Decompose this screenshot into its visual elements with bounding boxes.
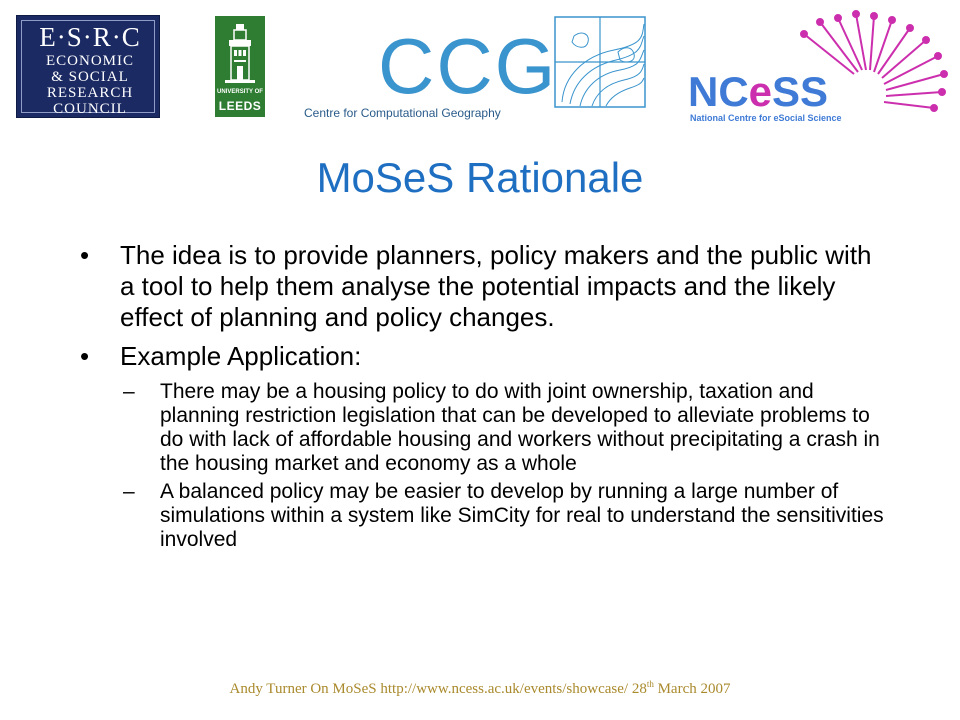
bullet-mark: • bbox=[80, 240, 90, 270]
footer-superscript: th bbox=[646, 679, 654, 689]
leeds-logo bbox=[215, 16, 265, 117]
ncess-logo bbox=[680, 10, 950, 130]
sub-bullet-mark: – bbox=[123, 480, 135, 503]
bullet-item bbox=[80, 341, 880, 372]
slide-title: MoSeS Rationale bbox=[316, 154, 644, 201]
ncess-logo-e: e bbox=[748, 68, 773, 115]
leeds-logo-name: LEEDS bbox=[218, 99, 262, 113]
esrc-logo-line: ECONOMIC bbox=[45, 53, 134, 69]
logo-bar bbox=[0, 0, 960, 135]
slide-footer bbox=[0, 675, 960, 698]
esrc-logo bbox=[16, 15, 160, 118]
bullet-mark: • bbox=[80, 341, 90, 371]
esrc-logo-frame bbox=[21, 20, 155, 117]
sub-bullet-item bbox=[80, 380, 880, 476]
ncess-logo-nc: NC bbox=[688, 68, 749, 115]
sub-bullet-mark: – bbox=[123, 380, 135, 403]
ccg-logo-letters: CCG bbox=[378, 22, 558, 110]
esrc-logo-line: & SOCIAL bbox=[51, 69, 129, 85]
esrc-logo-line: RESEARCH bbox=[46, 85, 134, 101]
bullet-text: Example Application: bbox=[120, 341, 362, 371]
ncess-logo-ss: SS bbox=[772, 68, 829, 115]
slide-body bbox=[80, 240, 884, 554]
ccg-logo-subtitle: Centre for Computational Geography bbox=[304, 106, 501, 120]
bullet-item bbox=[80, 240, 880, 333]
sub-bullet-item bbox=[80, 480, 884, 552]
leeds-tower-icon bbox=[215, 16, 265, 88]
leeds-logo-university: UNIVERSITY OF bbox=[217, 89, 263, 95]
footer-text: Andy Turner On MoSeS http://www.ncess.ac.uk/events/showcase/ 28 bbox=[229, 681, 647, 697]
ccg-logo bbox=[300, 14, 650, 124]
footer-date: March 2007 bbox=[653, 681, 731, 697]
bullet-text: The idea is to provide planners, policy makers and the public with a tool to help them analyse the potential impacts and the likely effect of planning and policy changes. bbox=[120, 240, 872, 332]
contour-map-icon bbox=[554, 16, 646, 108]
ncess-logo-subtitle: National Centre for eSocial Science bbox=[690, 113, 842, 123]
esrc-logo-line: COUNCIL bbox=[53, 101, 127, 117]
sub-bullet-text: There may be a housing policy to do with joint ownership, taxation and planning restriction legislation that can be developed to alleviate problems to do with lack of affordable housing and workers without precipitating a crash in the housing market and economy as a whole bbox=[160, 380, 880, 475]
ncess-logo-wordmark bbox=[688, 70, 828, 114]
esrc-logo-line: E·S·R·C bbox=[39, 22, 141, 52]
sub-bullet-text: A balanced policy may be easier to develop by running a large number of simulations within a system like SimCity for real to understand the sensitivities involved bbox=[160, 480, 884, 551]
